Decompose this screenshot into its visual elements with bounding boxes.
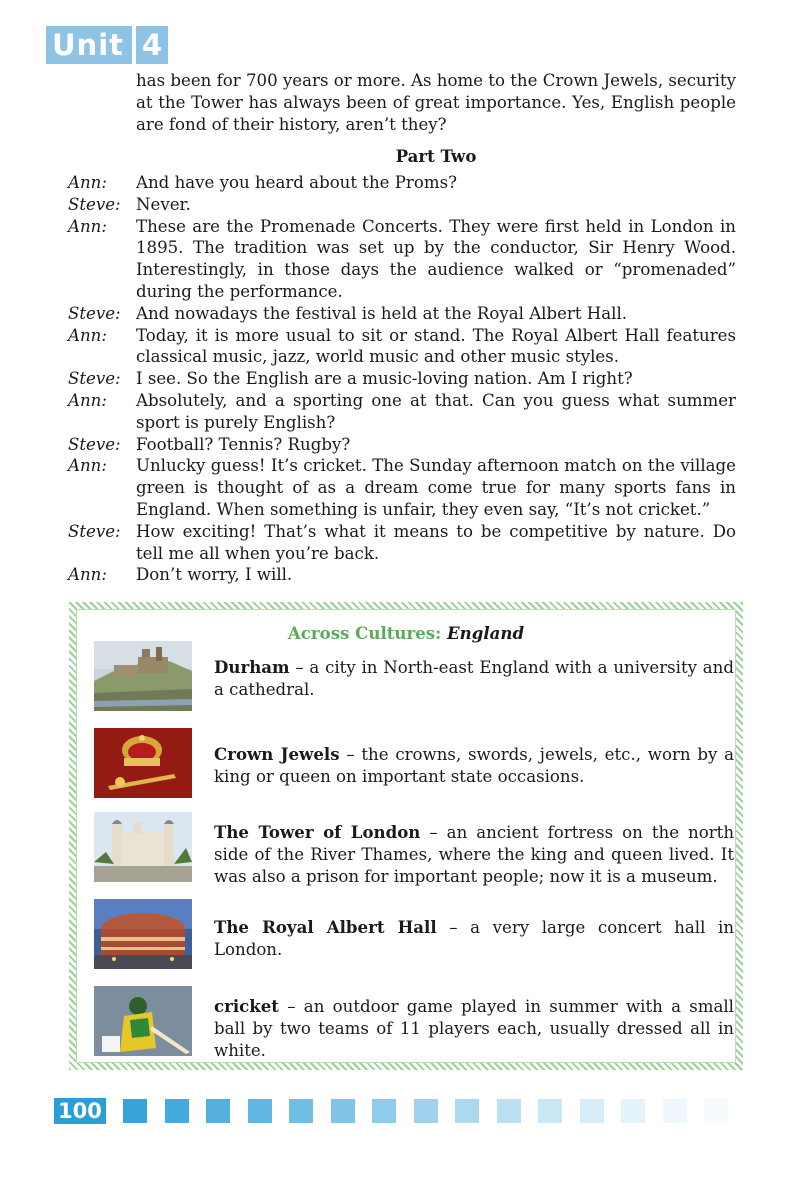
speech-text: Don’t worry, I will. [136,565,293,585]
entry-text [214,822,734,887]
dialog-line [68,325,736,369]
entry-text [214,917,734,961]
speaker-name: Steve: [68,369,121,389]
dialog-line [68,216,736,303]
speaker-name: Ann: [68,390,107,410]
footer-square [455,1099,479,1123]
speech-text: These are the Promenade Concerts. They were first held in London in 1895. The tradition was set up by the conductor, Sir Henry Wood. Interestingly, in those days the audience walked or “promenaded” during the performance. [136,216,736,301]
durham-photo-icon [94,641,192,711]
unit-label: Unit [46,26,132,64]
dialog-line [68,434,736,456]
footer-square [165,1099,189,1123]
royal-albert-hall-photo-icon [94,899,192,969]
entry-definition: – a city in North-east England with a university and a cathedral. [214,658,734,699]
dialog-line [68,194,736,216]
speaker-name: Ann: [68,325,107,345]
speech-text: How exciting! That’s what it means to be competitive by nature. Do tell me all when you’re back. [136,521,736,563]
intro-paragraph: has been for 700 years or more. As home to the Crown Jewels, security at the Tower has always been of great importance. Yes, English people are fond of their history, aren’t they? [136,71,736,134]
entry-term: The Tower of London [214,822,421,842]
dialog-line [68,455,736,520]
entry-term: Crown Jewels [214,744,340,764]
speaker-name: Ann: [68,565,107,585]
page-footer [54,1098,728,1124]
footer-square [663,1099,687,1123]
speaker-name: Steve: [68,194,121,214]
speaker-name: Steve: [68,521,121,541]
speech-text: Never. [136,194,191,214]
footer-square [289,1099,313,1123]
footer-square [248,1099,272,1123]
speaker-name: Ann: [68,216,107,236]
entry-definition: – an ancient fortress on the north side of the River Thames, where the king and queen lived. It was also a prison for important people; now it is a museum. [214,823,735,886]
entry-term: The Royal Albert Hall [214,917,437,937]
footer-square [206,1099,230,1123]
speech-text: Today, it is more usual to sit or stand. The Royal Albert Hall features classical music, jazz, world music and other music styles. [136,325,736,367]
entry-text [214,996,734,1061]
speaker-name: Ann: [68,456,107,476]
footer-square [123,1099,147,1123]
dialog-line [68,564,736,586]
entry-term: cricket [214,996,279,1016]
dialog-line [68,521,736,565]
speaker-name: Ann: [68,173,107,192]
speaker-name: Steve: [68,434,121,454]
footer-square [580,1099,604,1123]
unit-number: 4 [136,26,168,64]
footer-square [414,1099,438,1123]
speech-text: Football? Tennis? Rugby? [136,434,351,454]
entry-definition: – the crowns, swords, jewels, etc., worn by a king or queen on important state occasions. [214,745,734,786]
dialog-line [68,172,736,194]
footer-square [704,1099,728,1123]
entry-term: Durham [214,657,290,677]
unit-header [46,26,168,64]
footer-square [621,1099,645,1123]
entry-text [214,657,734,701]
dialog [68,172,736,586]
footer-square [331,1099,355,1123]
page-number: 100 [54,1098,106,1124]
part-title: Part Two [395,146,477,166]
footer-square [497,1099,521,1123]
speech-text: I see. So the English are a music-loving nation. Am I right? [136,369,633,389]
speech-text: And nowadays the festival is held at the Royal Albert Hall. [136,303,628,323]
speech-text: Unlucky guess! It’s cricket. The Sunday afternoon match on the village green is thought of as a dream come true for many sports fans in England. When something is unfair, they even say, “It’s not cricket.” [136,456,736,519]
footer-square [538,1099,562,1123]
box-title-country: England [447,623,525,643]
tower-of-london-photo-icon [94,812,192,882]
crown-jewels-photo-icon [94,728,192,798]
box-title [76,623,736,643]
cricket-photo-icon [94,986,192,1056]
footer-square [372,1099,396,1123]
speech-text: And have you heard about the Proms? [136,173,457,192]
dialog-line [68,303,736,325]
speaker-name: Steve: [68,303,121,323]
speech-text: Absolutely, and a sporting one at that. Can you guess what summer sport is purely English? [136,390,736,432]
box-title-prefix: Across Cultures: [287,623,448,643]
entry-definition: – a very large concert hall in London. [214,918,735,959]
dialog-line [68,368,736,390]
entry-definition: – an outdoor game played in summer with a small ball by two teams of 11 players each, usually dressed all in white. [214,997,734,1060]
across-cultures-box [69,602,743,1070]
dialog-line [68,390,736,434]
entry-text [214,744,734,788]
